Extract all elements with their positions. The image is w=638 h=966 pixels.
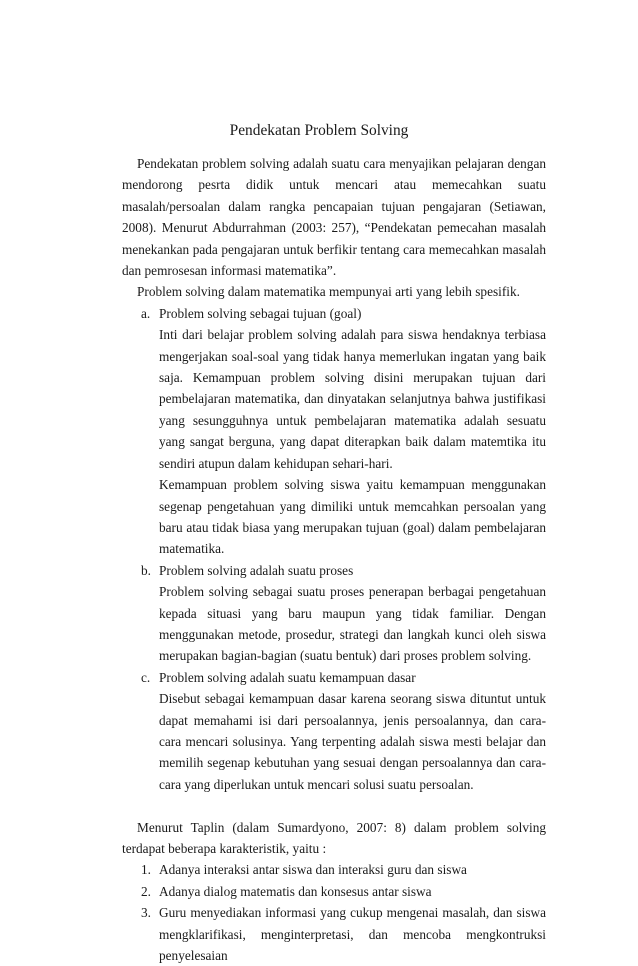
- list-marker: b.: [141, 562, 151, 578]
- list-marker: 1.: [141, 862, 151, 878]
- list-marker: a.: [141, 305, 151, 321]
- list-item: [122, 303, 546, 560]
- list-item: [122, 881, 546, 902]
- list-item-paragraph: Inti dari belajar problem solving adalah para siswa hendaknya terbiasa mengerjakan soal-soal yang tidak hanya memerlukan ingatan yang baik saja. Kemampuan problem solving disini merupakan tujuan dari pembelajaran matematika, dan dinyatakan selanjutnya bahwa justifikasi yang sesungguhnya untuk pembelajaran matematika adalah sesuatu yang sangat berguna, yang dapat diterapkan baik dalam matemtika itu sendiri atupun dalam kehidupan sehari-hari.: [159, 327, 546, 471]
- list-marker: c.: [141, 669, 151, 685]
- lead-sentence: Problem solving dalam matematika mempunyai arti yang lebih spesifik.: [137, 284, 520, 300]
- list-item-paragraph: Problem solving sebagai suatu proses penerapan berbagai pengetahuan kepada situasi yang baru maupun yang tidak familiar. Dengan menggunakan metode, prosedur, strategi dan langkah kunci oleh siswa merupakan bagian-bagian (suatu bentuk) dari proses problem solving.: [159, 584, 546, 664]
- list-item-text: Adanya interaksi antar siswa dan interaksi guru dan siswa: [159, 862, 467, 878]
- intro-paragraph: Pendekatan problem solving adalah suatu cara menyajikan pelajaran dengan mendorong pesrta didik untuk mencari atau memecahkan suatu masalah/persoalan dalam rangka pencapaian tujuan pengajaran (Setiawan, 2008). Menurut Abdurrahman (2003: 257), “Pendekatan pemecahan masalah menekankan pada pengajaran untuk berfikir tentang cara memecahkan masalah dan pemrosesan informasi matematika”.: [122, 156, 546, 279]
- list-item-heading: Problem solving adalah suatu kemampuan dasar: [159, 669, 416, 685]
- meaning-list: [122, 303, 546, 795]
- document-title: Pendekatan Problem Solving: [229, 122, 409, 139]
- list-item: [122, 859, 546, 880]
- list-item: [122, 667, 546, 795]
- characteristics-list: [122, 859, 546, 966]
- list-item-heading: Problem solving sebagai tujuan (goal): [159, 305, 362, 321]
- list-item-text: Guru menyediakan informasi yang cukup mengenai masalah, dan siswa mengklarifikasi, menginterpretasi, dan mencoba mengkontruksi penyelesaian: [159, 905, 546, 964]
- list-marker: 2.: [141, 883, 151, 899]
- list-marker: 3.: [141, 905, 151, 921]
- document-body: [122, 153, 546, 966]
- list-item: [122, 560, 546, 667]
- list-item-text: Adanya dialog matematis dan konsesus antar siswa: [159, 883, 432, 899]
- list-item-heading: Problem solving adalah suatu proses: [159, 562, 354, 578]
- taplin-paragraph: Menurut Taplin (dalam Sumardyono, 2007: 8) dalam problem solving terdapat beberapa karakteristik, yaitu :: [122, 819, 546, 856]
- list-item-paragraph: Disebut sebagai kemampuan dasar karena seorang siswa dituntut untuk dapat memahami isi dari persoalannya, jenis persoalannya, dan cara-cara mencari solusinya. Yang terpenting adalah siswa mesti belajar dan memilih segenap kebutuhan yang sesuai dengan persoalannya dan cara-cara yang diperlukan untuk mencari solusi suatu persoalan.: [159, 691, 546, 792]
- list-item: [122, 902, 546, 966]
- list-item-paragraph: Kemampuan problem solving siswa yaitu kemampuan menggunakan segenap pengetahuan yang dimiliki untuk memcahkan persoalan yang baru atau tidak biasa yang merupakan tujuan (goal) dalam pembelajaran matematika.: [159, 477, 546, 557]
- paragraph-spacer: [122, 795, 546, 816]
